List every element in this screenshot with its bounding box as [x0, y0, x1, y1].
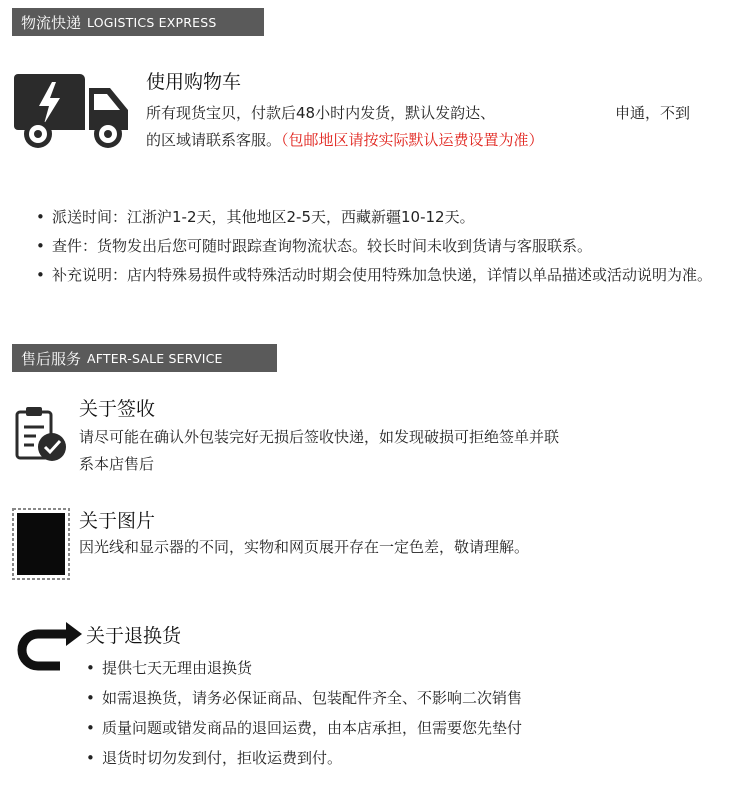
stamp-icon	[12, 508, 70, 580]
picture-desc: 因光线和显示器的不同，实物和网页展开存在一定色差，敬请理解。	[79, 538, 530, 556]
logistics-desc-line2	[146, 127, 544, 154]
aftersale-header-zh: 售后服务	[21, 349, 82, 368]
list-item: • 补充说明：店内特殊易损件或特殊活动时期会使用特殊加急快递，详情以单品描述或活动说明为准。	[36, 261, 724, 289]
logistics-header-zh: 物流快递	[21, 13, 82, 32]
receipt-desc-line1: 请尽可能在确认外包装完好无损后签收快递，如发现破损可拒绝签单并联	[79, 428, 560, 446]
list-item: • 提供七天无理由退换货	[86, 653, 686, 683]
return-arrow-icon	[16, 620, 82, 680]
list-item: • 退货时切勿发到付，拒收运费到付。	[86, 743, 686, 773]
logistics-desc-line2-text: 的区域请联系客服。	[146, 131, 282, 149]
return-policy-list	[86, 653, 686, 773]
shipping-info-list	[36, 203, 736, 290]
logistics-title: 使用购物车	[146, 71, 242, 93]
picture-title: 关于图片	[79, 510, 156, 532]
logistics-desc-part-b: 申通，不到	[615, 104, 691, 122]
logistics-section-header	[12, 8, 264, 36]
truck-icon	[14, 72, 132, 152]
logistics-desc-part-a: 所有现货宝贝，付款后48小时内发货，默认发韵达、	[146, 104, 496, 122]
receipt-title: 关于签收	[79, 398, 156, 420]
aftersale-header-en: AFTER-SALE SERVICE	[87, 350, 223, 366]
list-item: • 派送时间：江浙沪1-2天，其他地区2-5天，西藏新疆10-12天。	[36, 203, 736, 231]
list-item: • 如需退换货，请务必保证商品、包装配件齐全、不影响二次销售	[86, 683, 686, 713]
return-title: 关于退换货	[86, 625, 182, 647]
free-shipping-note: （包邮地区请按实际默认运费设置为准）	[281, 131, 544, 149]
clipboard-check-icon	[14, 405, 70, 463]
aftersale-section-header	[12, 344, 277, 372]
list-item: • 质量问题或错发商品的退回运费，由本店承担，但需要您先垫付	[86, 713, 686, 743]
logistics-header-en: LOGISTICS EXPRESS	[87, 14, 217, 30]
logistics-desc-line1	[146, 100, 495, 127]
receipt-desc-line2: 系本店售后	[79, 455, 155, 473]
list-item: • 查件：货物发出后您可随时跟踪查询物流状态。较长时间未收到货请与客服联系。	[36, 232, 736, 260]
